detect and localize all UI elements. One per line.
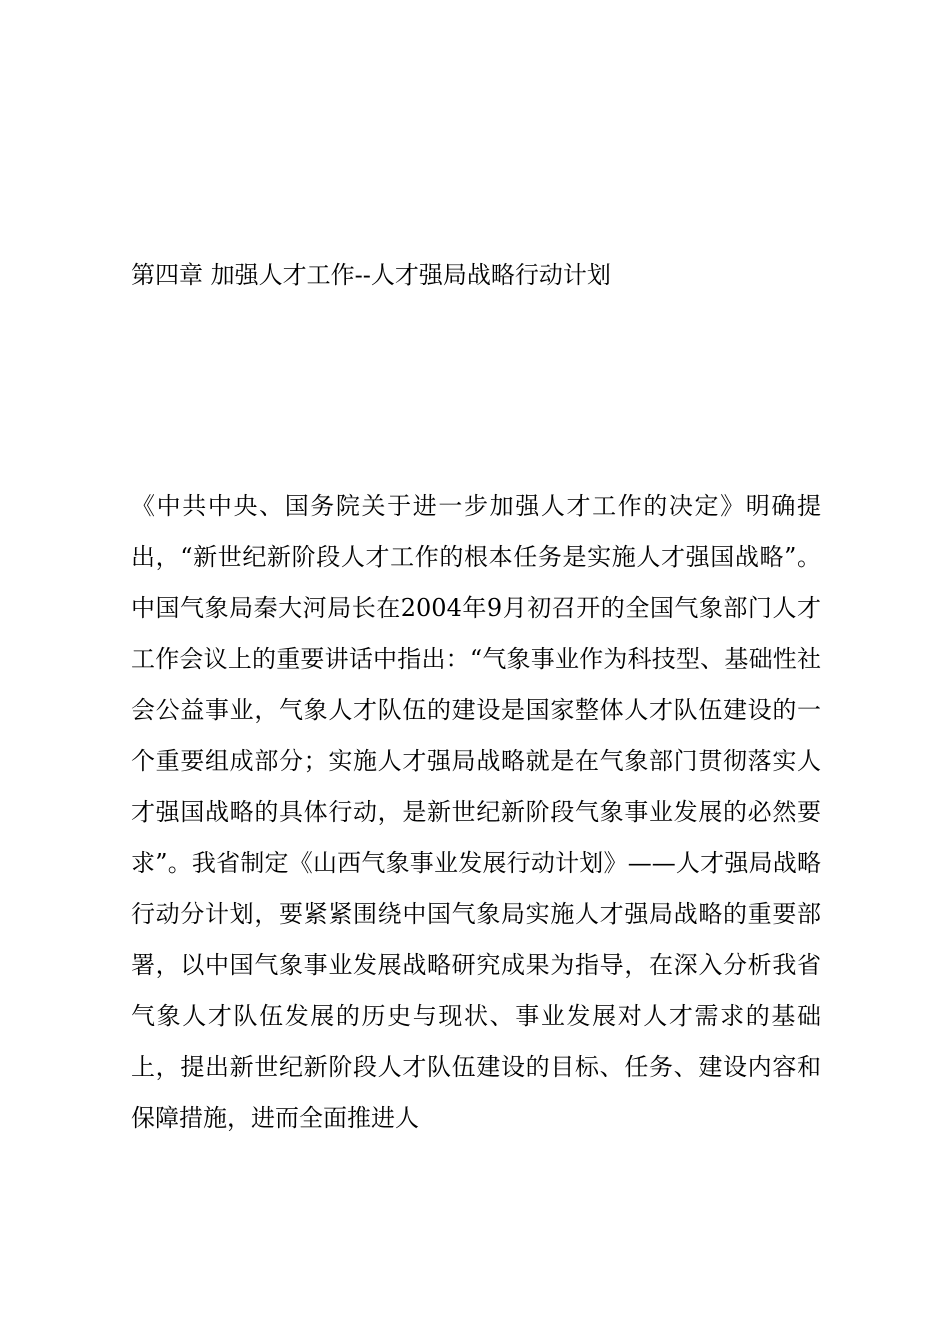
chapter-title: 第四章 加强人才工作--人才强局战略行动计划 <box>131 261 611 289</box>
body-paragraph: 《中共中央、国务院关于进一步加强人才工作的决定》明确提出，“新世纪新阶段人才工作的根本任务是实施人才强国战略”。中国气象局秦大河局长在2004年9月初召开的全国气象部门人才工作会议上的重要讲话中指出：“气象事业作为科技型、基础性社会公益事业，气象人才队伍的建设是国家整体人才队伍建设的一个重要组成部分；实施人才强局战略就是在气象部门贯彻落实人才强国战略的具体行动，是新世纪新阶段气象事业发展的必然要求”。我省制定《山西气象事业发展行动计划》——人才强局战略行动分计划，要紧紧围绕中国气象局实施人才强局战略的重要部署，以中国气象事业发展战略研究成果为指导，在深入分析我省气象人才队伍发展的历史与现状、事业发展对人才需求的基础上，提出新世纪新阶段人才队伍建设的目标、任务、建设内容和保障措施，进而全面推进人 <box>131 492 821 1132</box>
